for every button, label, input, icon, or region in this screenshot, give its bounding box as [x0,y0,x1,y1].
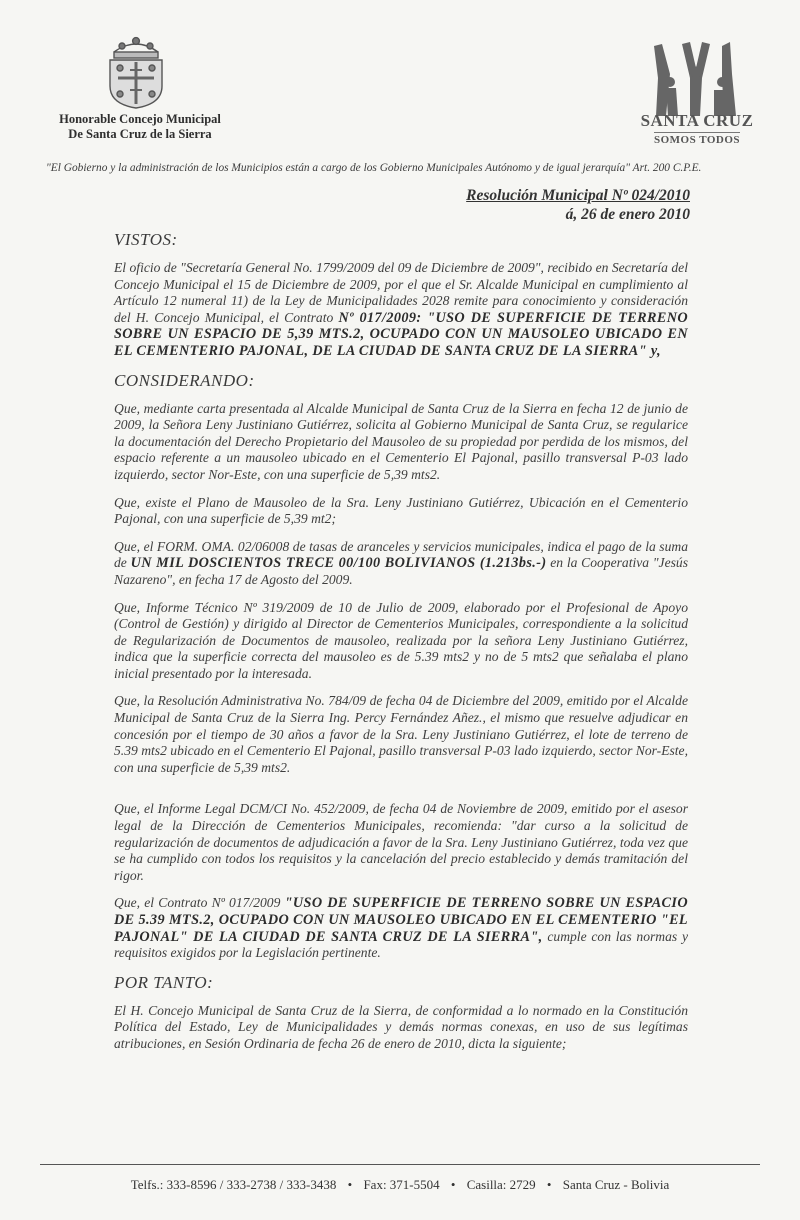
santa-cruz-logo-text [622,112,772,148]
resolution-date: á, 26 de enero 2010 [565,206,690,223]
footer-separator: • [347,1177,353,1192]
portanto-paragraph: El H. Concejo Municipal de Santa Cruz de la Sierra, de conformidad a lo normado en la Constitución Política del Estado, Ley de Municipalidades y demás normas conexas, en uso de sus legítimas atribuciones, en Sesión Ordinaria de fecha 26 de enero de 2010, dicta la siguiente; [114,1002,688,1051]
footer-contact [40,1177,760,1193]
considerando-paragraph-2: Que, existe el Plano de Mausoleo de la Sra. Leny Justiniano Gutiérrez, Ubicación en el Cementerio Pajonal, con una superficie de 5,39 mt2; [114,494,688,527]
vistos-text: El oficio de "Secretaría General No. 1799/2009 del 09 de Diciembre de 2009", recibido en Secretaría del Concejo Municipal el 15 de Diciembre de 2009, por el que el Sr. Alcalde Municipal en cumplimiento al Artículo 12 numeral 11) de la Ley de Municipalidades 2028 remite para conocimiento y consideración del H. Concejo Municipal, el Contrato [114,260,688,325]
council-line-2: De Santa Cruz de la Sierra [68,127,212,141]
logo-name: SANTA CRUZ [640,111,754,130]
c3-amount: UN MIL DOSCIENTOS TRECE 00/100 BOLIVIANOS (1.213bs.-) [130,555,547,572]
c3-text-a: Que, el FORM. OMA. 02/06008 de tasas de aranceles y servicios municipales, indica el pago de la suma de [114,538,688,571]
considerando-paragraph-4: Que, Informe Técnico Nº 319/2009 de 10 de Julio de 2009, elaborado por el Profesional de Apoyo (Control de Gestión) y dirigido al Director de Cementerios Municipales, correspondiente a la solicitud de Regularización de Documentos de mausoleo, realizada por la señora Leny Justiniano Gutiérrez, indica que la superficie correcta del mausoleo es de 5.39 mts2 y no de 5 mts2 que señalaba el plano inicial presentado por la interesada. [114,599,688,681]
resolution-header [466,186,690,224]
footer-fax: Fax: 371-5504 [363,1177,440,1192]
c3-text-c: en la Cooperativa "Jesús Nazareno", en fecha 17 de Agosto del 2009. [114,555,688,587]
c7-text-a: Que, el Contrato Nº 017/2009 [114,895,281,911]
footer-separator: • [450,1177,456,1192]
c7-text-c: cumple con las normas y requisitos exigidos por la Legislación pertinente. [114,928,688,961]
vistos-contract: Nº 017/2009: "USO DE SUPERFICIE DE TERRENO SOBRE UN ESPACIO DE 5,39 MTS.2, OCUPADO CON UN MAUSOLEO UBICADO EN EL CEMENTERIO PAJONAL, DE LA CIUDAD DE SANTA CRUZ DE LA SIERRA" y, [114,309,688,359]
vistos-heading: VISTOS: [114,230,178,249]
constitution-quote: "El Gobierno y la administración de los Municipios están a cargo de los Gobierno Municipales Autónomo y de igual jerarquía" Art. 200 C.P.E. [46,162,702,174]
footer-separator: • [546,1177,552,1192]
footer-city: Santa Cruz - Bolivia [562,1177,670,1192]
portanto-heading: POR TANTO: [114,972,214,992]
council-line-1: Honorable Concejo Municipal [59,112,221,126]
considerando-paragraph-5: Que, la Resolución Administrativa No. 784/09 de fecha 04 de Diciembre del 2009, emitido por el Alcalde Municipal de Santa Cruz de la Sierra Ing. Percy Fernández Añez., el mismo que resuelve adjudicar en concesión por el tiempo de 30 años a favor de la Sra. Leny Justiniano Gutiérrez, el lote de terreno de 5.39 mts2 ubicado en el Cementerio El Pajonal, pasillo transversal P-03 lado izquierdo, sector Nor-Este, con una superficie de 5,39 mts2. [114,693,688,775]
c7-contract: "USO DE SUPERFICIE DE TERRENO SOBRE UN ESPACIO DE 5.39 MTS.2, OCUPADO CON UN MAUSOLEO UBICADO EN EL CEMENTERIO "EL PAJONAL" DE LA CIUDAD DE SANTA CRUZ DE LA SIERRA", [114,895,688,945]
resolution-number: Resolución Municipal Nº 024/2010 [466,187,690,204]
council-name [40,112,240,142]
considerando-paragraph-7 [114,895,688,961]
footer-phones: Telfs.: 333-8596 / 333-2738 / 333-3438 [130,1177,337,1192]
footer-casilla: Casilla: 2729 [466,1177,536,1192]
municipal-crest-icon [100,30,172,110]
document-body [114,230,688,1064]
vistos-paragraph [114,260,688,360]
santa-cruz-logo-icon [636,38,756,118]
footer-divider [40,1164,760,1165]
considerando-paragraph-6: Que, el Informe Legal DCM/CI No. 452/2009, de fecha 04 de Noviembre de 2009, emitido por el asesor legal de la Dirección de Cementerios Municipales, recomienda: "dar curso a la solicitud de regularización de documentos de adjudicación a favor de la Sra. Leny Justiniano Gutiérrez, toda vez que se ha cumplido con todos los requisitos y la cancelación del precio establecido y demás tramitación del rigor. [114,801,688,883]
considerando-heading: CONSIDERANDO: [114,370,255,390]
logo-slogan: SOMOS TODOS [653,134,741,146]
considerando-paragraph-1: Que, mediante carta presentada al Alcalde Municipal de Santa Cruz de la Sierra en fecha 12 de junio de 2009, la Señora Leny Justiniano Gutiérrez, solicita al Gobierno Municipal de Santa Cruz, se regularice la documentación del Derecho Propietario del Mausoleo de su propiedad por perdida de los mismos, del espacio referente a un mausoleo ubicado en el Cementerio El Pajonal, pasillo transversal P-03 lado izquierdo, sector Nor-Este, con una superficie de 5,39 mts2. [114,400,688,482]
considerando-paragraph-3 [114,539,688,589]
